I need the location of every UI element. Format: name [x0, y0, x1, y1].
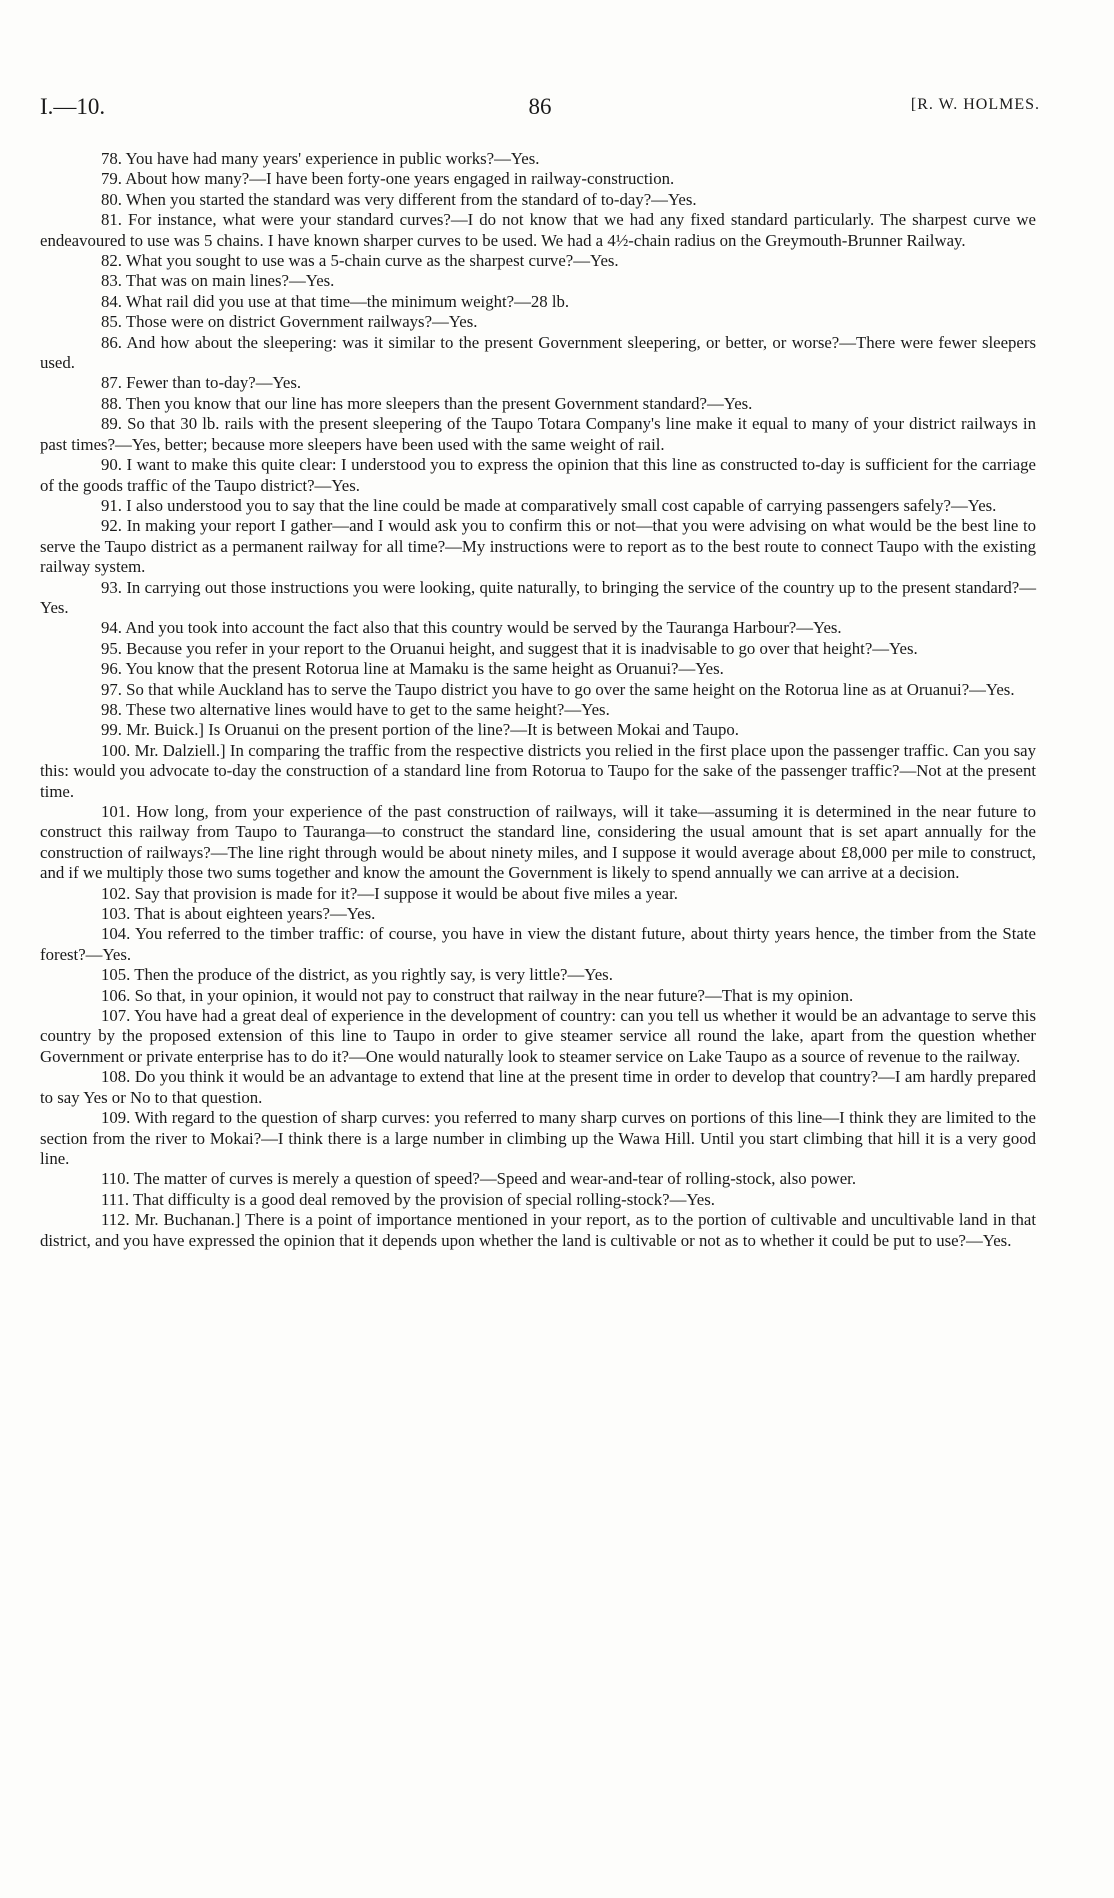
- page-header: [40, 94, 1040, 124]
- testimony-paragraph: 95. Because you refer in your report to the Oruanui height, and suggest that it is inadvisable to go over that height?—Yes.: [101, 638, 918, 658]
- testimony-paragraph: 99. Mr. Buick.] Is Oruanui on the present portion of the line?—It is between Mokai and Taupo.: [101, 720, 739, 740]
- testimony-paragraph: 85. Those were on district Government railways?—Yes.: [101, 312, 478, 332]
- testimony-paragraph: 79. About how many?—I have been forty-one years engaged in railway-construction.: [101, 169, 675, 189]
- testimony-paragraph: 87. Fewer than to-day?—Yes.: [101, 373, 302, 393]
- testimony-paragraph: 92. In making your report I gather—and I would ask you to confirm this or not—that you were advising on what would be the best line to serve the Taupo district as a permanent railway for all time?—My instructions were to report as to the best route to connect Taupo with the existing railway system.: [40, 516, 1041, 577]
- testimony-paragraph: 104. You referred to the timber traffic: of course, you have in view the distant future, about thirty years hence, the timber from the State forest?—Yes.: [40, 924, 1041, 964]
- testimony-paragraph: 91. I also understood you to say that the line could be made at comparatively small cost capable of carrying passengers safely?—Yes.: [101, 495, 997, 515]
- testimony-paragraph: 96. You know that the present Rotorua line at Mamaku is the same height as Oruanui?—Yes.: [101, 659, 724, 679]
- testimony-paragraph: 86. And how about the sleepering: was it similar to the present Government sleepering, or better, or worse?—There were fewer sleepers used.: [40, 332, 1041, 373]
- testimony-paragraph: 110. The matter of curves is merely a question of speed?—Speed and wear-and-tear of rolling-stock, also power.: [101, 1169, 857, 1189]
- testimony-paragraph: 94. And you took into account the fact also that this country would be served by the Tauranga Harbour?—Yes.: [101, 618, 842, 638]
- testimony-paragraph: 106. So that, in your opinion, it would not pay to construct that railway in the near future?—That is my opinion.: [101, 985, 854, 1005]
- document-reference: I.—10.: [40, 94, 106, 119]
- testimony-paragraph: 89. So that 30 lb. rails with the present sleepering of the Taupo Totara Company's line make it equal to many of your district railways in past times?—Yes, better; because more sleepers have been used with the same weight of rail.: [40, 414, 1041, 454]
- testimony-paragraph: 97. So that while Auckland has to serve the Taupo district you have to go over the same height on the Rotorua line as at Oruanui?—Yes.: [101, 679, 1015, 699]
- testimony-paragraph: 78. You have had many years' experience in public works?—Yes.: [101, 149, 540, 168]
- testimony-paragraph: 81. For instance, what were your standard curves?—I do not know that we had any fixed standard particularly. The sharpest curve we endeavoured to use was 5 chains. I have known sharper curves to be used. We had a 4½-chain radius on the Greymouth-Brunner Railway.: [40, 210, 1041, 250]
- testimony-paragraph: 90. I want to make this quite clear: I understood you to express the opinion that this line as constructed to-day is sufficient for the carriage of the goods traffic of the Taupo district?—Yes.: [40, 455, 1041, 495]
- testimony-paragraph: 111. That difficulty is a good deal removed by the provision of special rolling-stock?—Yes.: [101, 1189, 715, 1209]
- testimony-paragraph: 107. You have had a great deal of experience in the development of country: can you tell us whether it would be an advantage to serve this country by the proposed extension of this line to Taupo in order to give steamer service all round the lake, apart from the question whether Government or private enterprise has to do it?—One would naturally look to steamer service on Lake Taupo as a source of revenue to the railway.: [40, 1006, 1041, 1066]
- testimony-paragraph: 105. Then the produce of the district, as you rightly say, is very little?—Yes.: [101, 965, 613, 985]
- testimony-paragraph: 101. How long, from your experience of the past construction of railways, will it take—assuming it is determined in the near future to construct this railway from Taupo to Tauranga—to construct the standard line, considering the usual amount that is set apart annually for the construction of railways?—The line right through would be about ninety miles, and I suppose it would average about £8,000 per mile to construct, and if we multiply those two sums together and know the amount the Government is likely to spend annually we can arrive at a decision.: [40, 802, 1041, 883]
- testimony-paragraph: 102. Say that provision is made for it?—I suppose it would be about five miles a year.: [101, 883, 678, 903]
- testimony-paragraph: 100. Mr. Dalziell.] In comparing the traffic from the respective districts you relied in the first place upon the passenger traffic. Can you say this: would you advocate to-day the construction of a standard line from Rotorua to Taupo for the sake of the passenger traffic?—Not at the present time.: [40, 740, 1041, 801]
- testimony-paragraph: 112. Mr. Buchanan.] There is a point of importance mentioned in your report, as to the portion of cultivable and uncultivable land in that district, and you have expressed the opinion that it depends upon whether the land is cultivable or not as to whether it could be put to use?—Yes.: [40, 1210, 1041, 1250]
- testimony-paragraph: 108. Do you think it would be an advantage to extend that line at the present time in order to develop that country?—I am hardly prepared to say Yes or No to that question.: [40, 1067, 1041, 1107]
- testimony-paragraph: 88. Then you know that our line has more sleepers than the present Government standard?—Yes.: [101, 393, 753, 413]
- testimony-paragraph: 80. When you started the standard was very different from the standard of to-day?—Yes.: [101, 189, 697, 209]
- testimony-paragraph: 109. With regard to the question of sharp curves: you referred to many sharp curves on portions of this line—I think they are limited to the section from the river to Mokai?—I think there is a large number in climbing up the Wawa Hill. Until you start climbing that hill it is a very good line.: [40, 1108, 1041, 1168]
- testimony-paragraph: 98. These two alternative lines would have to get to the same height?—Yes.: [101, 699, 610, 719]
- witness-name: [R. W. HOLMES.: [910, 96, 1040, 113]
- testimony-body: [40, 149, 1041, 1251]
- testimony-paragraph: 84. What rail did you use at that time—the minimum weight?—28 lb.: [101, 291, 570, 311]
- testimony-paragraph: 103. That is about eighteen years?—Yes.: [101, 904, 376, 924]
- testimony-paragraph: 93. In carrying out those instructions you were looking, quite naturally, to bringing the service of the country up to the present standard?—Yes.: [40, 577, 1036, 617]
- testimony-paragraph: 83. That was on main lines?—Yes.: [101, 271, 335, 291]
- testimony-paragraph: 82. What you sought to use was a 5-chain curve as the sharpest curve?—Yes.: [101, 251, 619, 271]
- page-number: 86: [528, 94, 552, 119]
